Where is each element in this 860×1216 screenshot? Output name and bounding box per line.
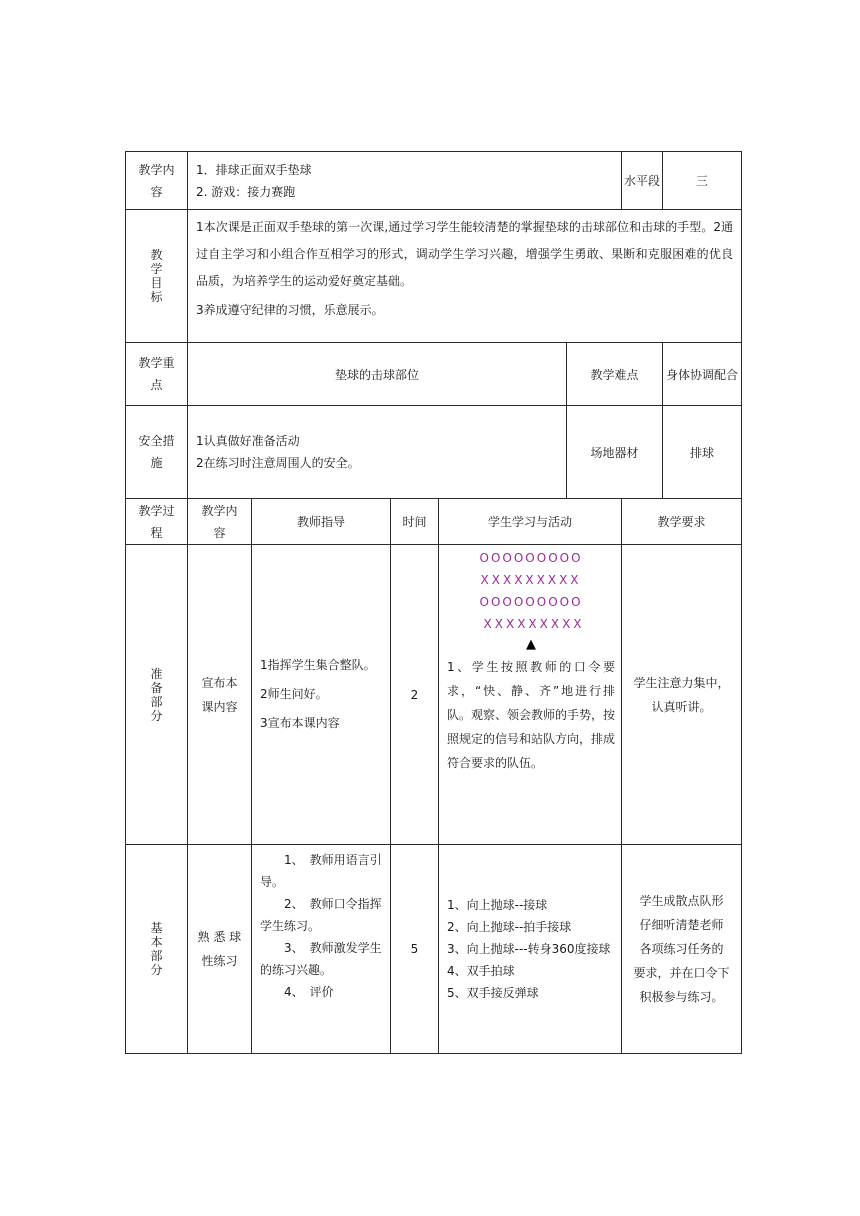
label-safety: 安全措 施: [126, 406, 188, 499]
teacher-step: 3、 教师激发学生的练习兴趣。: [260, 941, 382, 977]
section-preparation: 准 备 部 分: [126, 545, 188, 845]
goals-paragraph-2: 3养成遵守纪律的习惯，乐意展示。: [196, 303, 384, 317]
teaching-goals-text: [188, 210, 742, 343]
prep-time: 2: [391, 545, 439, 845]
goals-paragraph-1: 1本次课是正面双手垫球的第一次课,通过学习学生能较清楚的掌握垫球的击球部位和击球的手型。2通过自主学习和小组合作互相学习的形式，调动学生学习兴趣，增强学生勇敢、果断和克服困难的优良品质，为培养学生的运动爱好奠定基础。: [196, 220, 734, 288]
student-exercise: 2、向上抛球--拍手接球: [447, 920, 572, 934]
student-exercise: 5、双手接反弹球: [447, 986, 539, 1000]
header-student: 学生学习与活动: [439, 499, 622, 545]
label-key-points: 教学重 点: [126, 343, 188, 406]
header-process: 教学过 程: [126, 499, 188, 545]
basic-student-activity: [439, 845, 622, 1054]
content-item: 1．排球正面双手垫球: [196, 162, 312, 177]
teacher-step: 1、 教师用语言引导。: [260, 853, 382, 889]
content-item: 2. 游戏：接力赛跑: [196, 184, 296, 199]
formation-diagram: [447, 547, 615, 655]
teaching-content-items: [188, 152, 622, 210]
formation-row-crosses: XXXXXXXXX: [480, 573, 582, 587]
basic-content: 熟 悉 球 性练习: [188, 845, 252, 1054]
label-difficulty: 教学难点: [567, 343, 663, 406]
process-header-row: [126, 499, 742, 545]
prep-content: 宣布本 课内容: [188, 545, 252, 845]
label-level: 水平段: [622, 152, 663, 210]
row-key-points: [126, 343, 742, 406]
row-basic: [126, 845, 742, 1054]
formation-row-crosses: XXXXXXXXX: [483, 617, 585, 631]
formation-row-circles: OOOOOOOOO: [479, 551, 583, 565]
safety-items: [188, 406, 567, 499]
lesson-plan-table: [125, 151, 742, 1054]
basic-time: 5: [391, 845, 439, 1054]
key-point-value: 垫球的击球部位: [188, 343, 567, 406]
label-teaching-goals: 教 学 目 标: [126, 210, 188, 343]
teacher-step: 2、 教师口令指挥学生练习。: [260, 897, 382, 933]
difficulty-value: 身体协调配合: [663, 343, 742, 406]
prep-teacher-guidance: [252, 545, 391, 845]
label-equipment: 场地器材: [567, 406, 663, 499]
row-preparation: [126, 545, 742, 845]
prep-requirement: 学生注意力集中， 认真听讲。: [622, 545, 742, 845]
row-safety: [126, 406, 742, 499]
prep-student-text: 1、学生按照教师的口令要求，“快、静、齐”地进行排队。观察、领会教师的手势，按照规定的信号和站队方向，排成符合要求的队伍。: [447, 660, 616, 770]
section-basic: 基 本 部 分: [126, 845, 188, 1054]
level-value: 三: [663, 152, 742, 210]
header-requirement: 教学要求: [622, 499, 742, 545]
row-teaching-goals: [126, 210, 742, 343]
header-content: 教学内 容: [188, 499, 252, 545]
formation-row-circles: OOOOOOOOO: [479, 595, 583, 609]
basic-requirement: 学生成散点队形 仔细听清楚老师 各项练习任务的 要求，并在口令下 积极参与练习。: [622, 845, 742, 1054]
teacher-step: 3宣布本课内容: [260, 716, 340, 730]
header-teacher: 教师指导: [252, 499, 391, 545]
label-teaching-content: 教学内 容: [126, 152, 188, 210]
basic-teacher-guidance: [252, 845, 391, 1054]
safety-item: 2在练习时注意周围人的安全。: [196, 456, 360, 470]
header-time: 时间: [391, 499, 439, 545]
student-exercise: 4、双手拍球: [447, 964, 515, 978]
prep-student-activity: [439, 545, 622, 845]
teacher-step: 2师生问好。: [260, 687, 328, 701]
row-teaching-content: [126, 152, 742, 210]
student-exercise: 3、向上抛球---转身360度接球: [447, 942, 611, 956]
safety-item: 1认真做好准备活动: [196, 434, 300, 448]
student-exercise: 1、向上抛球--接球: [447, 898, 548, 912]
teacher-step: 4、 评价: [284, 985, 334, 999]
teacher-step: 1指挥学生集合整队。: [260, 658, 376, 672]
equipment-value: 排球: [663, 406, 742, 499]
teacher-triangle-icon: ▲: [526, 637, 537, 652]
